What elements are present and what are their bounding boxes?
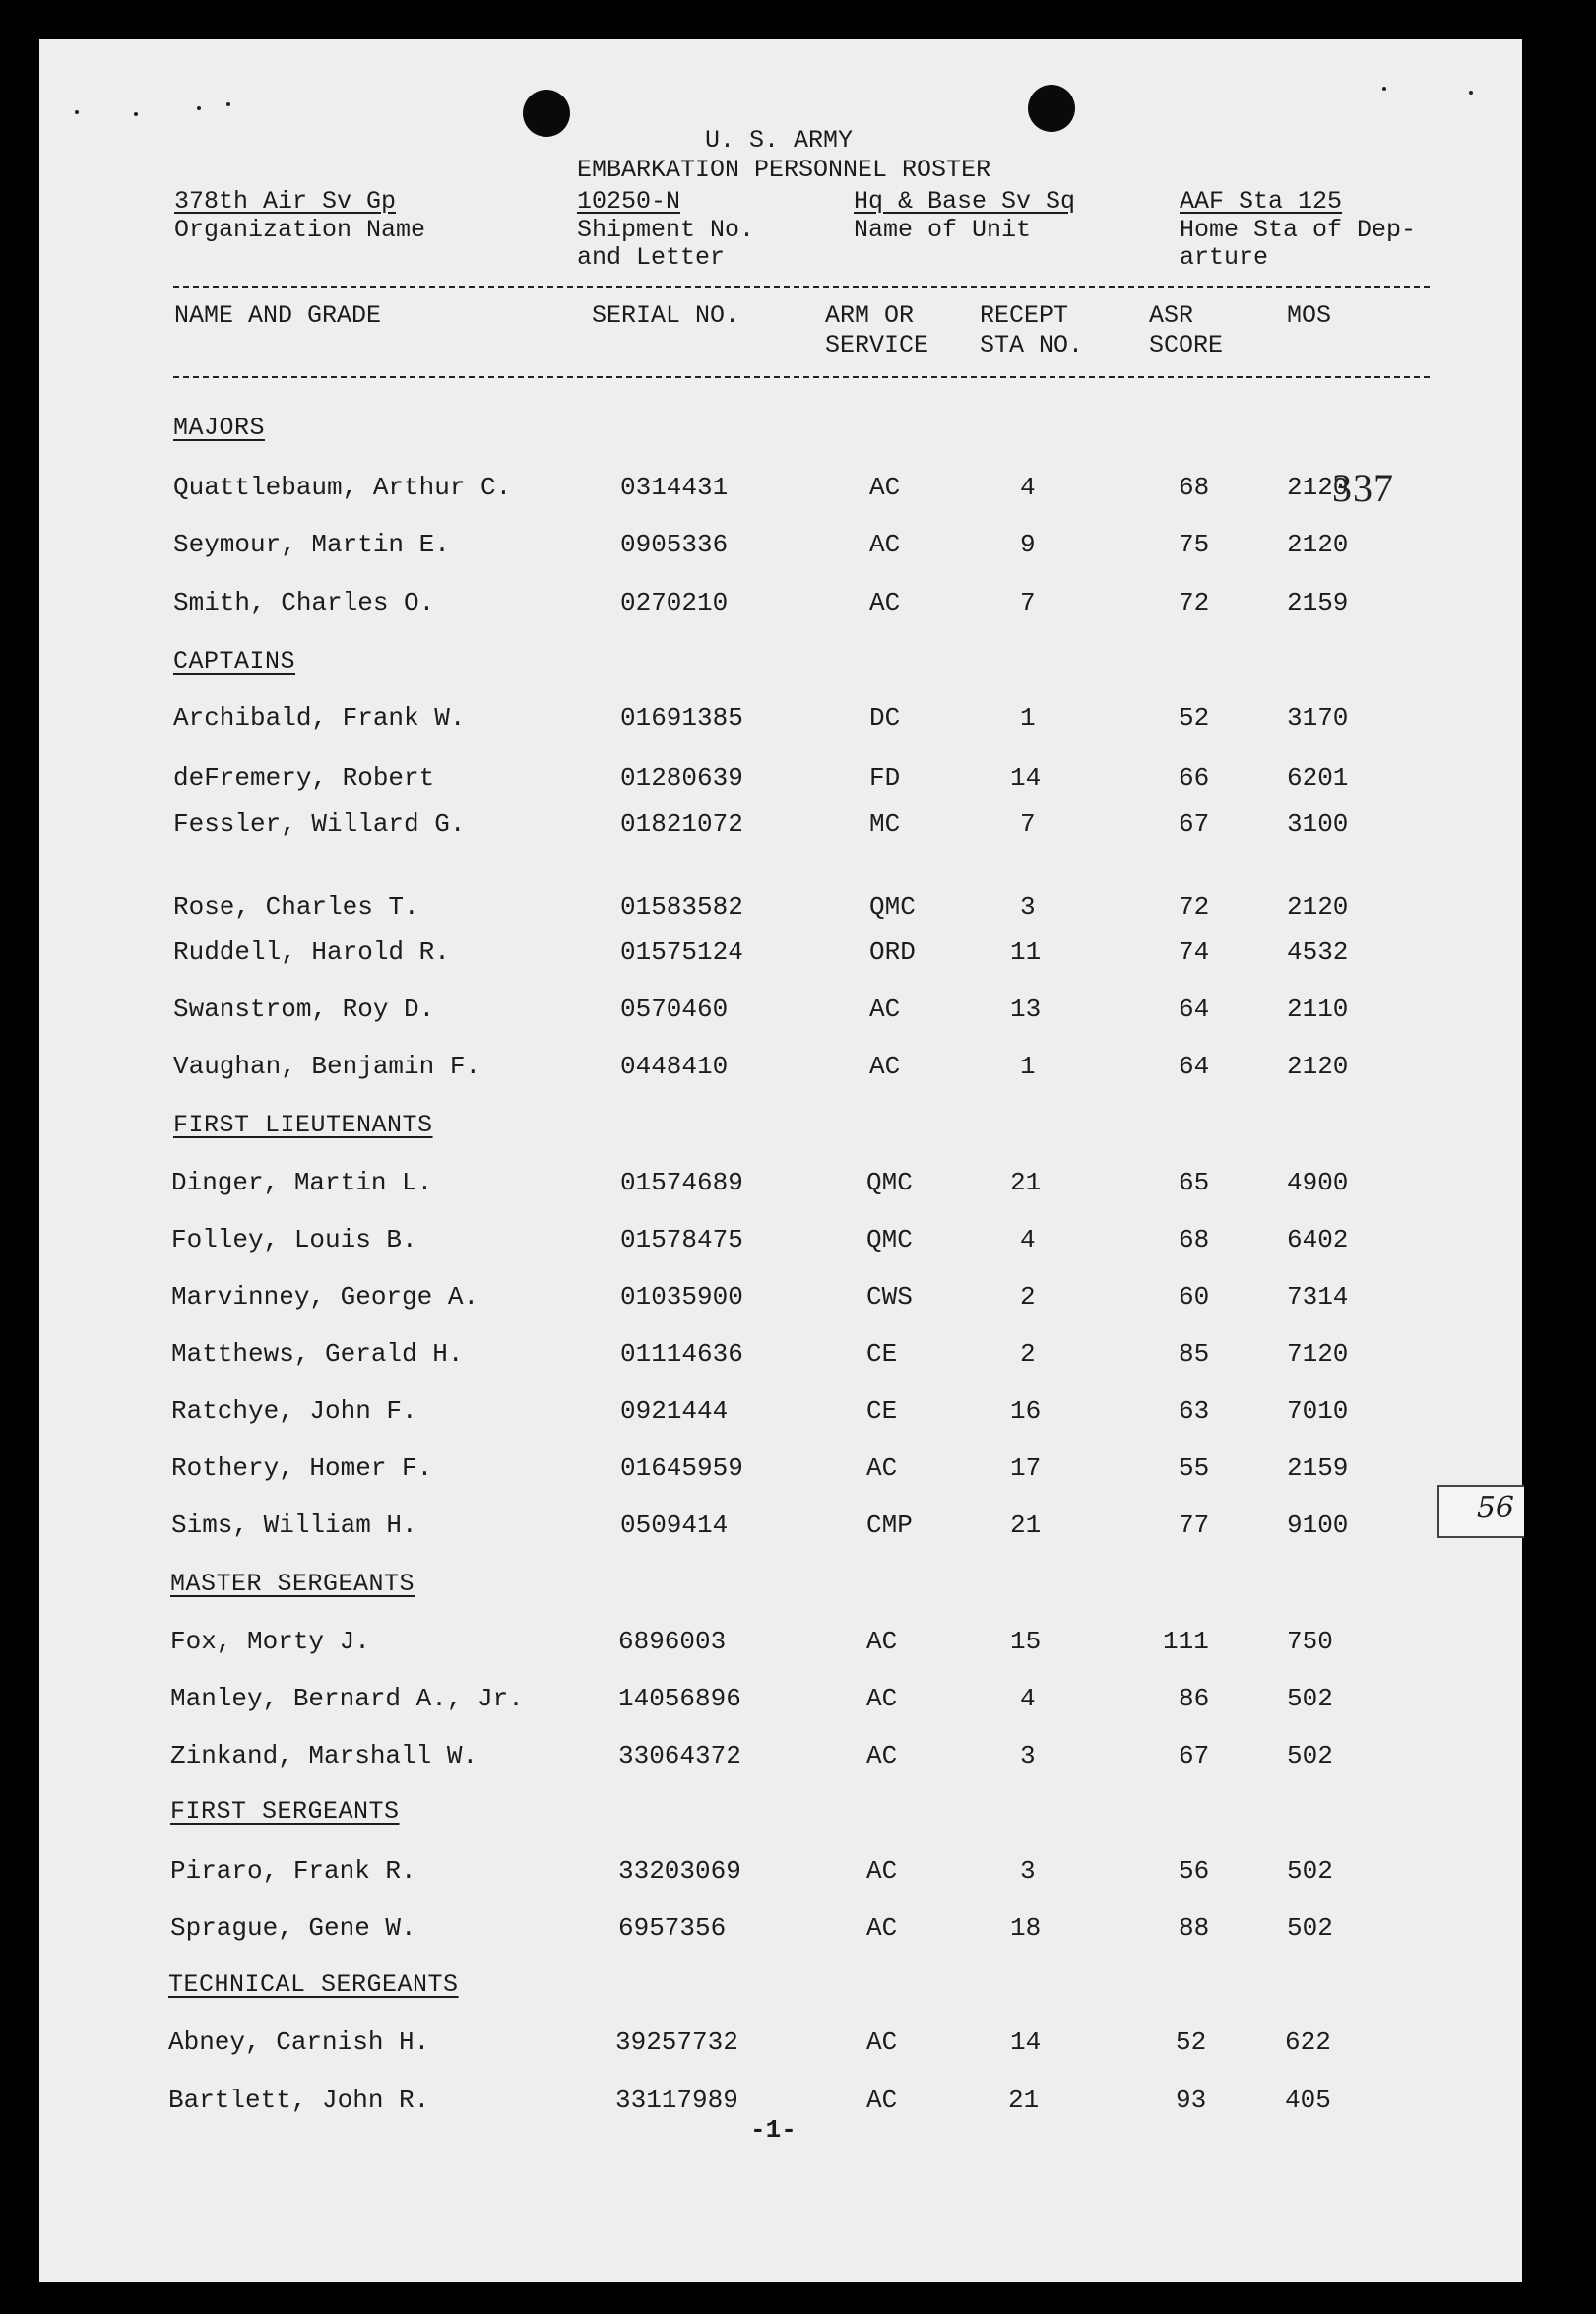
asr-cell: 64 <box>1179 995 1210 1024</box>
table-row <box>39 2027 1522 2067</box>
mos-cell: 2110 <box>1287 995 1349 1024</box>
column-header-recept: RECEPT <box>980 301 1069 330</box>
serial-cell: 0509414 <box>620 1511 729 1540</box>
speck <box>1469 91 1473 95</box>
serial-cell: 0270210 <box>620 588 729 617</box>
name-cell: Vaughan, Benjamin F. <box>173 1052 481 1081</box>
asr-cell: 85 <box>1179 1339 1210 1369</box>
asr-cell: 86 <box>1179 1684 1210 1713</box>
section-title: CAPTAINS <box>173 647 296 675</box>
unit-label: Name of Unit <box>854 216 1032 244</box>
arm-cell: QMC <box>866 1225 913 1254</box>
name-cell: Fessler, Willard G. <box>173 809 466 839</box>
speck <box>75 110 79 114</box>
serial-cell: 6957356 <box>618 1913 727 1943</box>
table-row <box>39 1627 1522 1666</box>
side-tab <box>1437 1485 1524 1538</box>
asr-cell: 67 <box>1179 1741 1210 1770</box>
recept-cell: 7 <box>1020 588 1036 617</box>
page-number: -1- <box>750 2115 797 2145</box>
recept-cell: 4 <box>1020 1225 1036 1254</box>
dashed-rule-top <box>173 286 1430 288</box>
organization-name: 378th Air Sv Gp <box>174 187 397 216</box>
recept-cell: 4 <box>1020 1684 1036 1713</box>
arm-cell: AC <box>866 1627 898 1656</box>
name-cell: Swanstrom, Roy D. <box>173 995 435 1024</box>
arm-cell: CMP <box>866 1511 913 1540</box>
table-row <box>39 588 1522 627</box>
name-cell: deFremery, Robert <box>173 763 435 793</box>
name-cell: Sprague, Gene W. <box>170 1913 416 1943</box>
column-header-mos: MOS <box>1287 301 1332 330</box>
arm-cell: AC <box>869 995 901 1024</box>
name-cell: Rothery, Homer F. <box>171 1453 433 1483</box>
table-row <box>39 937 1522 977</box>
serial-cell: 01821072 <box>620 809 743 839</box>
name-cell: Zinkand, Marshall W. <box>170 1741 479 1770</box>
table-row <box>39 892 1522 932</box>
name-cell: Fox, Morty J. <box>170 1627 370 1656</box>
recept-cell: 21 <box>1010 1168 1042 1197</box>
arm-cell: AC <box>866 1856 898 1886</box>
arm-cell: CE <box>866 1396 898 1426</box>
recept-cell: 21 <box>1008 2086 1040 2115</box>
name-cell: Rose, Charles T. <box>173 892 419 922</box>
arm-cell: AC <box>869 588 901 617</box>
recept-cell: 16 <box>1010 1396 1042 1426</box>
arm-cell: FD <box>869 763 901 793</box>
asr-cell: 77 <box>1179 1511 1210 1540</box>
name-cell: Piraro, Frank R. <box>170 1856 416 1886</box>
mos-cell: 7120 <box>1287 1339 1349 1369</box>
name-cell: Ratchye, John F. <box>171 1396 417 1426</box>
asr-cell: 63 <box>1179 1396 1210 1426</box>
arm-cell: AC <box>866 2086 898 2115</box>
mos-cell: 3170 <box>1287 703 1349 733</box>
name-cell: Sims, William H. <box>171 1511 417 1540</box>
recept-cell: 15 <box>1010 1627 1042 1656</box>
arm-cell: QMC <box>869 892 916 922</box>
recept-cell: 18 <box>1010 1913 1042 1943</box>
home-station: AAF Sta 125 <box>1180 187 1343 216</box>
recept-cell: 14 <box>1010 2027 1042 2057</box>
table-row <box>39 1913 1522 1953</box>
column-header-recept-2: STA NO. <box>980 331 1084 359</box>
mos-cell: 4532 <box>1287 937 1349 967</box>
recept-cell: 3 <box>1020 892 1036 922</box>
arm-cell: AC <box>869 473 901 502</box>
table-row <box>39 1396 1522 1436</box>
home-station-label: Home Sta of Dep- <box>1180 216 1417 244</box>
column-header-arm-2: SERVICE <box>825 331 929 359</box>
name-cell: Matthews, Gerald H. <box>171 1339 464 1369</box>
section-title: TECHNICAL SERGEANTS <box>168 1970 459 1999</box>
serial-cell: 01574689 <box>620 1168 743 1197</box>
name-cell: Folley, Louis B. <box>171 1225 417 1254</box>
asr-cell: 75 <box>1179 530 1210 559</box>
arm-cell: AC <box>866 1741 898 1770</box>
recept-cell: 13 <box>1010 995 1042 1024</box>
asr-cell: 65 <box>1179 1168 1210 1197</box>
table-row <box>39 1168 1522 1207</box>
mos-cell: 4900 <box>1287 1168 1349 1197</box>
asr-cell: 60 <box>1179 1282 1210 1312</box>
asr-cell: 88 <box>1179 1913 1210 1943</box>
asr-cell: 72 <box>1179 892 1210 922</box>
speck <box>197 106 201 110</box>
recept-cell: 4 <box>1020 473 1036 502</box>
column-header-asr: ASR <box>1149 301 1194 330</box>
serial-cell: 01578475 <box>620 1225 743 1254</box>
speck <box>226 102 230 106</box>
asr-cell: 64 <box>1179 1052 1210 1081</box>
asr-cell: 67 <box>1179 809 1210 839</box>
arm-cell: AC <box>866 1684 898 1713</box>
roster-page <box>39 39 1522 2282</box>
serial-cell: 01114636 <box>620 1339 743 1369</box>
serial-cell: 0448410 <box>620 1052 729 1081</box>
mos-cell: 6201 <box>1287 763 1349 793</box>
serial-cell: 6896003 <box>618 1627 727 1656</box>
doc-header-line2: EMBARKATION PERSONNEL ROSTER <box>577 156 991 184</box>
table-row <box>39 995 1522 1034</box>
serial-cell: 14056896 <box>618 1684 741 1713</box>
name-cell: Abney, Carnish H. <box>168 2027 430 2057</box>
mos-cell: 502 <box>1287 1913 1333 1943</box>
serial-cell: 0314431 <box>620 473 729 502</box>
arm-cell: AC <box>866 1453 898 1483</box>
recept-cell: 3 <box>1020 1856 1036 1886</box>
punch-hole-right <box>1028 85 1075 132</box>
mos-cell: 2159 <box>1287 1453 1349 1483</box>
mos-cell: 2120 <box>1287 530 1349 559</box>
mos-cell: 502 <box>1287 1856 1333 1886</box>
punch-hole-left <box>523 90 570 137</box>
recept-cell: 14 <box>1010 763 1042 793</box>
asr-cell: 68 <box>1179 1225 1210 1254</box>
recept-cell: 11 <box>1010 937 1042 967</box>
serial-cell: 01583582 <box>620 892 743 922</box>
mos-cell: 9100 <box>1287 1511 1349 1540</box>
table-row <box>39 1225 1522 1264</box>
asr-cell: 74 <box>1179 937 1210 967</box>
asr-cell: 52 <box>1179 703 1210 733</box>
section-title: FIRST LIEUTENANTS <box>173 1111 433 1139</box>
mos-cell: 750 <box>1287 1627 1333 1656</box>
serial-cell: 33117989 <box>615 2086 738 2115</box>
organization-label: Organization Name <box>174 216 426 244</box>
serial-cell: 0921444 <box>620 1396 729 1426</box>
arm-cell: MC <box>869 809 901 839</box>
table-row <box>39 1282 1522 1321</box>
name-cell: Ruddell, Harold R. <box>173 937 450 967</box>
asr-cell: 66 <box>1179 763 1210 793</box>
side-tab-label: 56 <box>1476 1491 1514 1525</box>
name-cell: Bartlett, John R. <box>168 2086 430 2115</box>
recept-cell: 1 <box>1020 1052 1036 1081</box>
recept-cell: 2 <box>1020 1282 1036 1312</box>
arm-cell: QMC <box>866 1168 913 1197</box>
table-row <box>39 1511 1522 1550</box>
table-row <box>39 530 1522 569</box>
asr-cell: 68 <box>1179 473 1210 502</box>
mos-cell: 2120 <box>1287 473 1349 502</box>
section-title: MAJORS <box>173 414 266 442</box>
name-cell: Archibald, Frank W. <box>173 703 466 733</box>
table-row <box>39 763 1522 803</box>
recept-cell: 2 <box>1020 1339 1036 1369</box>
table-row <box>39 809 1522 849</box>
home-station-label-2: arture <box>1180 243 1269 272</box>
name-cell: Dinger, Martin L. <box>171 1168 433 1197</box>
arm-cell: DC <box>869 703 901 733</box>
column-header-arm: ARM OR <box>825 301 915 330</box>
recept-cell: 1 <box>1020 703 1036 733</box>
mos-cell: 502 <box>1287 1741 1333 1770</box>
arm-cell: CWS <box>866 1282 913 1312</box>
column-header-name: NAME AND GRADE <box>174 301 382 330</box>
table-row <box>39 703 1522 742</box>
arm-cell: ORD <box>869 937 916 967</box>
serial-cell: 01035900 <box>620 1282 743 1312</box>
asr-cell: 93 <box>1176 2086 1207 2115</box>
serial-cell: 01645959 <box>620 1453 743 1483</box>
unit-name: Hq & Base Sv Sq <box>854 187 1076 216</box>
name-cell: Marvinney, George A. <box>171 1282 479 1312</box>
mos-cell: 6402 <box>1287 1225 1349 1254</box>
shipment-label: Shipment No. <box>577 216 755 244</box>
serial-cell: 01280639 <box>620 763 743 793</box>
section-title: MASTER SERGEANTS <box>170 1570 415 1598</box>
asr-cell: 55 <box>1179 1453 1210 1483</box>
shipment-label-2: and Letter <box>577 243 726 272</box>
mos-cell: 2159 <box>1287 588 1349 617</box>
stamped-number: 337 <box>1332 466 1394 510</box>
arm-cell: CE <box>866 1339 898 1369</box>
name-cell: Smith, Charles O. <box>173 588 435 617</box>
arm-cell: AC <box>869 1052 901 1081</box>
mos-cell: 2120 <box>1287 1052 1349 1081</box>
mos-cell: 622 <box>1285 2027 1331 2057</box>
recept-cell: 21 <box>1010 1511 1042 1540</box>
arm-cell: AC <box>866 1913 898 1943</box>
serial-cell: 01691385 <box>620 703 743 733</box>
recept-cell: 9 <box>1020 530 1036 559</box>
asr-cell: 72 <box>1179 588 1210 617</box>
mos-cell: 7010 <box>1287 1396 1349 1426</box>
table-row <box>39 1741 1522 1780</box>
asr-cell: 111 <box>1163 1627 1209 1656</box>
arm-cell: AC <box>866 2027 898 2057</box>
speck <box>134 112 138 116</box>
serial-cell: 01575124 <box>620 937 743 967</box>
doc-header-line1: U. S. ARMY <box>705 126 854 155</box>
table-row <box>39 1684 1522 1723</box>
recept-cell: 3 <box>1020 1741 1036 1770</box>
serial-cell: 33064372 <box>618 1741 741 1770</box>
serial-cell: 0570460 <box>620 995 729 1024</box>
recept-cell: 7 <box>1020 809 1036 839</box>
column-header-asr-2: SCORE <box>1149 331 1224 359</box>
serial-cell: 39257732 <box>615 2027 738 2057</box>
serial-cell: 33203069 <box>618 1856 741 1886</box>
speck <box>1382 87 1386 91</box>
mos-cell: 502 <box>1287 1684 1333 1713</box>
dashed-rule-bottom <box>173 376 1430 378</box>
table-row <box>39 1052 1522 1091</box>
mos-cell: 405 <box>1285 2086 1331 2115</box>
name-cell: Manley, Bernard A., Jr. <box>170 1684 524 1713</box>
table-row <box>39 1856 1522 1896</box>
table-row <box>39 1453 1522 1493</box>
serial-cell: 0905336 <box>620 530 729 559</box>
shipment-number: 10250-N <box>577 187 681 216</box>
mos-cell: 3100 <box>1287 809 1349 839</box>
section-title: FIRST SERGEANTS <box>170 1797 400 1826</box>
asr-cell: 52 <box>1176 2027 1207 2057</box>
name-cell: Seymour, Martin E. <box>173 530 450 559</box>
mos-cell: 7314 <box>1287 1282 1349 1312</box>
name-cell: Quattlebaum, Arthur C. <box>173 473 512 502</box>
recept-cell: 17 <box>1010 1453 1042 1483</box>
asr-cell: 56 <box>1179 1856 1210 1886</box>
table-row <box>39 473 1522 512</box>
mos-cell: 2120 <box>1287 892 1349 922</box>
column-header-serial: SERIAL NO. <box>592 301 740 330</box>
table-row <box>39 1339 1522 1379</box>
arm-cell: AC <box>869 530 901 559</box>
